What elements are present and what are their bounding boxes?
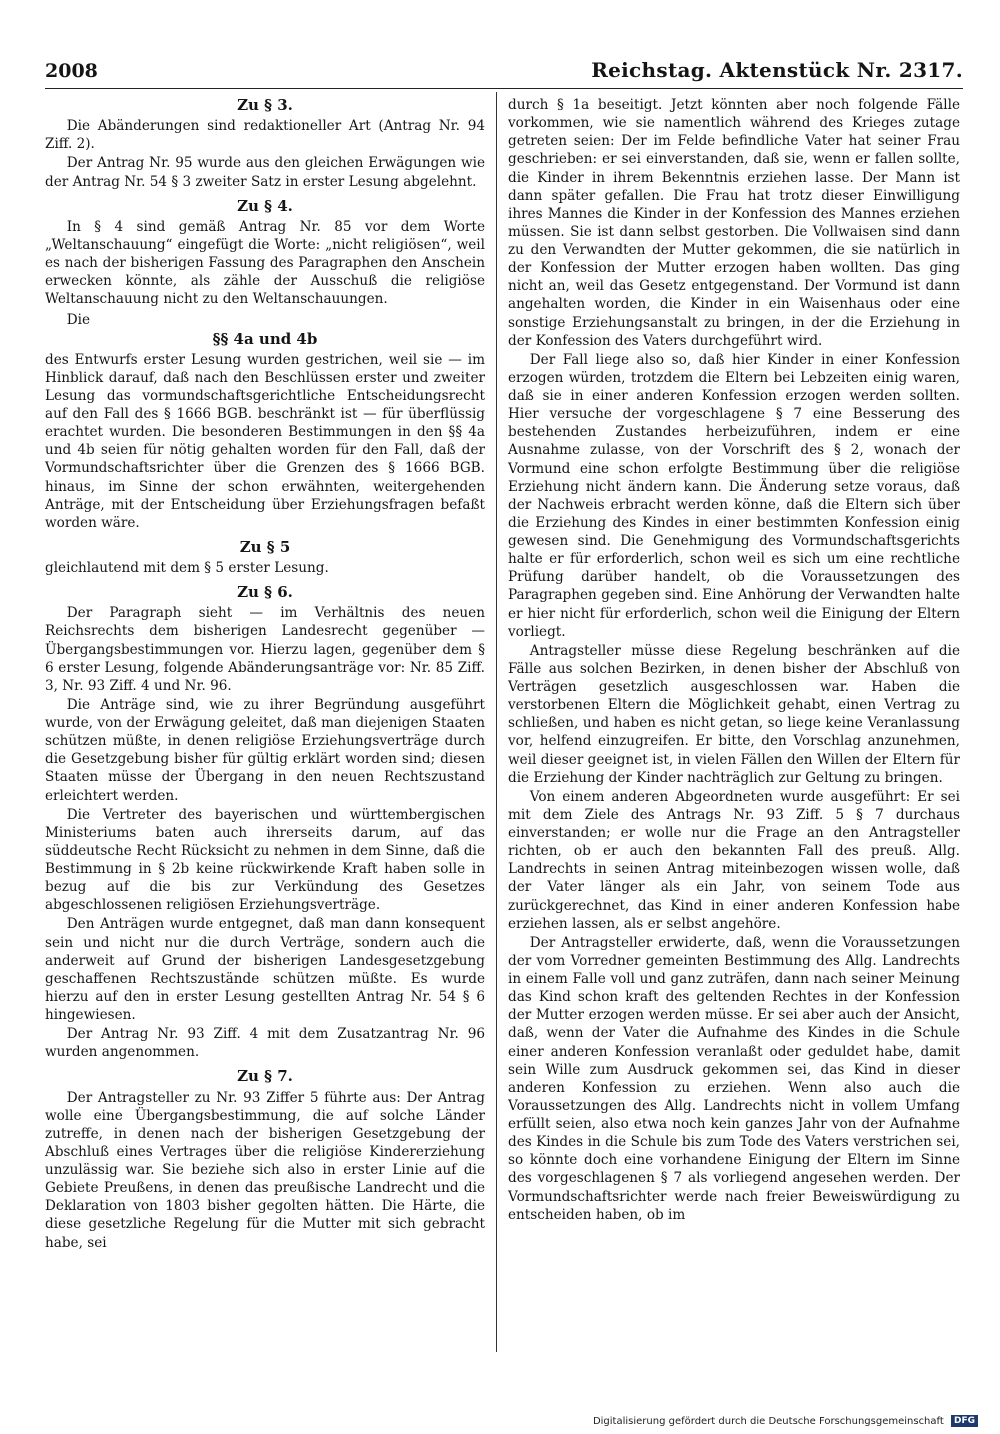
paragraph: Der Antrag Nr. 95 wurde aus den gleichen Erwägungen wie der Antrag Nr. 54 § 3 zweiter Satz in erster Lesung abgelehnt.	[45, 155, 485, 190]
section-heading-s6: Zu § 6.	[237, 583, 293, 602]
paragraph: In § 4 sind gemäß Antrag Nr. 85 vor dem Worte „Weltanschauung“ eingefügt die Worte: „nicht religiösen“, weil es nach der bisherigen Fassung des Paragraphen den Anschein erwecken könnte, als zähle der Ausschuß die religiöse Weltanschauung nicht zu den Weltanschauungen.	[45, 218, 485, 308]
paragraph: durch § 1a beseitigt. Jetzt könnten aber noch folgende Fälle vorkommen, wie sie namentlich während des Krieges zutage getreten seien: Der im Felde befindliche Vater hat seiner Frau geschrieben: er sei einverstanden, daß sie, wenn er fallen sollte, die Kinder in ihrem Bekenntnis erziehen lasse. Der Mann ist dann später gefallen. Die Frau hat trotz dieser Einwilligung ihres Mannes die Kinder in der Konfession des Mannes erziehen müssen. Sie ist dann selbst gestorben. Die Vollwaisen sind dann zu den Verwandten der Mutter gekommen, die sie natürlich in der Konfession der Mutter erzogen haben wollten. Das ging nicht an, weil das Gesetz entgegenstand. Der Vormund ist dann angehalten worden, die Kinder in ein Waisenhaus oder eine sonstige Erziehungsanstalt zu bringen, in der die Erziehung in der Konfession des Vaters durchgeführt wird.	[508, 97, 960, 349]
section-heading-s5: Zu § 5	[239, 537, 291, 556]
paragraph: Der Antrag Nr. 93 Ziff. 4 mit dem Zusatzantrag Nr. 96 wurden angenommen.	[45, 1026, 485, 1061]
section-heading-s3: Zu § 3.	[237, 96, 293, 114]
dfg-logo: DFG	[951, 1415, 978, 1427]
paragraph: des Entwurfs erster Lesung wurden gestrichen, weil sie — im Hinblick darauf, daß nach den Beschlüssen erster und zweiter Lesung das vormundschaftsgerichtliche Entscheidungsrecht auf den Fall des § 1666 BGB. beschränkt ist — für überflüssig erachtet wurden. Die besonderen Bestimmungen in den §§ 4a und 4b seien für nötig gehalten worden für den Fall, daß der Vormundschaftsrichter über die Grenzen des § 1666 BGB. hinaus, im Sinne der schon erwähnten, weitergehenden Anträge, mit der Entscheidung über Erziehungsfragen befaßt worden wäre.	[45, 351, 485, 531]
paragraph: Die Vertreter des bayerischen und württembergischen Ministeriums baten auch ihrerseits darum, auf das süddeutsche Recht Rücksicht zu nehmen in dem Sinne, daß die Bestimmung in § 2b keine rückwirkende Kraft haben solle in bezug auf die bis zur Verkündung des Gesetzes abgeschlossenen religiösen Erziehungsverträge.	[45, 806, 485, 914]
left-column	[45, 96, 485, 1252]
section-heading-s4: Zu § 4.	[237, 196, 293, 215]
page-header	[45, 58, 963, 88]
page-number: 2008	[45, 60, 98, 82]
header-divider	[45, 88, 963, 89]
paragraph: Antragsteller müsse diese Regelung beschränken auf die Fälle aus solchen Bezirken, in denen bisher der Abschluß von Verträgen gesetzlich ausgeschlossen war. Haben die verstorbenen Eltern die Möglichkeit gehabt, einen Vertrag zu schließen, und haben es nicht getan, so liege keine Veranlassung vor, helfend einzugreifen. Er bitte, den Vorschlag anzunehmen, weil dieser geeignet ist, in vielen Fällen den Willen der Eltern für die Erziehung der Kinder nachträglich zur Geltung zu bringen.	[508, 642, 960, 786]
paragraph: Den Anträgen wurde entgegnet, daß man dann konsequent sein und nicht nur die durch Verträge, sondern auch die anderweit auf Grund der bisherigen Landesgesetzgebung geschaffenen Rechtszustände schützen müßte. Es wurde hierzu auf den in erster Lesung gestellten Antrag Nr. 54 § 6 hingewiesen.	[45, 916, 485, 1023]
right-column	[508, 96, 960, 1224]
paragraph: Die Abänderungen sind redaktioneller Art (Antrag Nr. 94 Ziff. 2).	[45, 118, 485, 153]
paragraph-intro: Die	[66, 312, 91, 329]
section-heading-s4ab: §§ 4a und 4b	[212, 329, 318, 348]
paragraph: Der Fall liege also so, daß hier Kinder in einer Konfession erzogen würden, trotzdem die Eltern bei Lebzeiten einig waren, daß sie in einer anderen Konfession erzogen werden sollten. Hier versuche der vorgeschlagene § 7 eine Besserung des bestehenden Zustandes herbeizuführen, indem er eine Ausnahme zulasse, von der Vorschrift des § 2, wonach der Vormund eine schon erfolgte Bestimmung über die religiöse Erziehung nicht ändern kann. Die Änderung setze voraus, daß der Nachweis erbracht werden könne, daß die Eltern sich über die Erziehung des Kindes in einer bestimmten Konfession einig gewesen sind. Die Genehmigung des Vormundschaftsgerichts halte er für erforderlich, schon weil es sich um eine rechtliche Prüfung darüber handelt, ob die Voraussetzungen des Paragraphen gegeben sind. Eine Anhörung der Verwandten halte er hier nicht für erforderlich, schon weil die Einigung der Eltern vorliegt.	[508, 351, 960, 640]
running-title: Reichstag. Aktenstück Nr. 2317.	[591, 58, 963, 82]
digitization-credit	[593, 1415, 978, 1427]
section-heading-s7: Zu § 7.	[237, 1067, 293, 1086]
paragraph: Die Anträge sind, wie zu ihrer Begründung ausgeführt wurde, von der Erwägung geleitet, daß man diejenigen Staaten schützen müßte, in denen religiöse Erziehungsverträge durch die Gesetzgebung bisher für gültig erklärt worden sind; diesen Staaten müsse der Übergang in den neuen Rechtszustand erleichtert werden.	[45, 696, 485, 804]
paragraph: Von einem anderen Abgeordneten wurde ausgeführt: Er sei mit dem Ziele des Antrags Nr. 93 Ziff. 5 § 7 durchaus einverstanden; er wolle nur die Frage an den Antragsteller richten, ob er auch den bekannten Fall des preuß. Allg. Landrechts in seinen Antrag miteinbezogen wissen wolle, daß der Vater länger als ein Jahr, von seinem Tode aus zurückgerechnet, das Kind in einer anderen Konfession habe erziehen lassen, als er selbst angehöre.	[508, 788, 960, 932]
paragraph: Der Antragsteller zu Nr. 93 Ziffer 5 führte aus: Der Antrag wolle eine Übergangsbestimmung, die auf solche Länder zutreffe, in denen nach der bisherigen Gesetzgebung der Abschluß eines Vertrages über die religiöse Kindererziehung unzulässig war. Sie beziehe sich also in erster Linie auf die Gebiete Preußens, in denen das preußische Landrecht und die Deklaration von 1803 bisher gegolten hätten. Die Härte, die diese gesetzliche Regelung für die Mutter mit sich gebracht habe, sei	[45, 1089, 485, 1251]
column-divider	[496, 92, 497, 1352]
credit-text: Digitalisierung gefördert durch die Deutsche Forschungsgemeinschaft	[592, 1416, 944, 1427]
paragraph: gleichlautend mit dem § 5 erster Lesung.	[45, 560, 329, 576]
paragraph: Der Antragsteller erwiderte, daß, wenn die Voraussetzungen der vom Vorredner gemeinten Bestimmung des Allg. Landrechts in einem Falle voll und ganz zuträfen, dann nach seiner Meinung das Kind schon kraft des geltenden Rechtes in der Konfession der Mutter erzogen werden müsse. Er sei aber auch der Ansicht, daß, wenn der Vater die Aufnahme des Kindes in die Schule einer anderen Konfession veranlaßt oder geduldet habe, damit sein Wille zum Ausdruck gekommen sei, das Kind in dieser anderen Konfession zu erziehen. Wenn also auch die Voraussetzungen des Allg. Landrechts nicht in vollem Umfang erfüllt seien, also etwa noch kein ganzes Jahr von der Aufnahme des Kindes in die Schule bis zum Tode des Vaters verstrichen sei, so könnte doch eine vorhandene Einigung der Eltern im Sinne des vorgeschlagenen § 7 als vorliegend angesehen werden. Der Vormundschaftsrichter werde nach freier Beweiswürdigung zu entscheiden haben, ob im	[508, 934, 960, 1223]
paragraph: Der Paragraph sieht — im Verhältnis des neuen Reichsrechts dem bisherigen Landesrecht gegenüber — Übergangsbestimmungen vor. Hierzu lagen, gegenüber dem § 6 erster Lesung, folgende Abänderungsanträge vor: Nr. 85 Ziff. 3, Nr. 93 Ziff. 4 und Nr. 96.	[45, 605, 485, 694]
